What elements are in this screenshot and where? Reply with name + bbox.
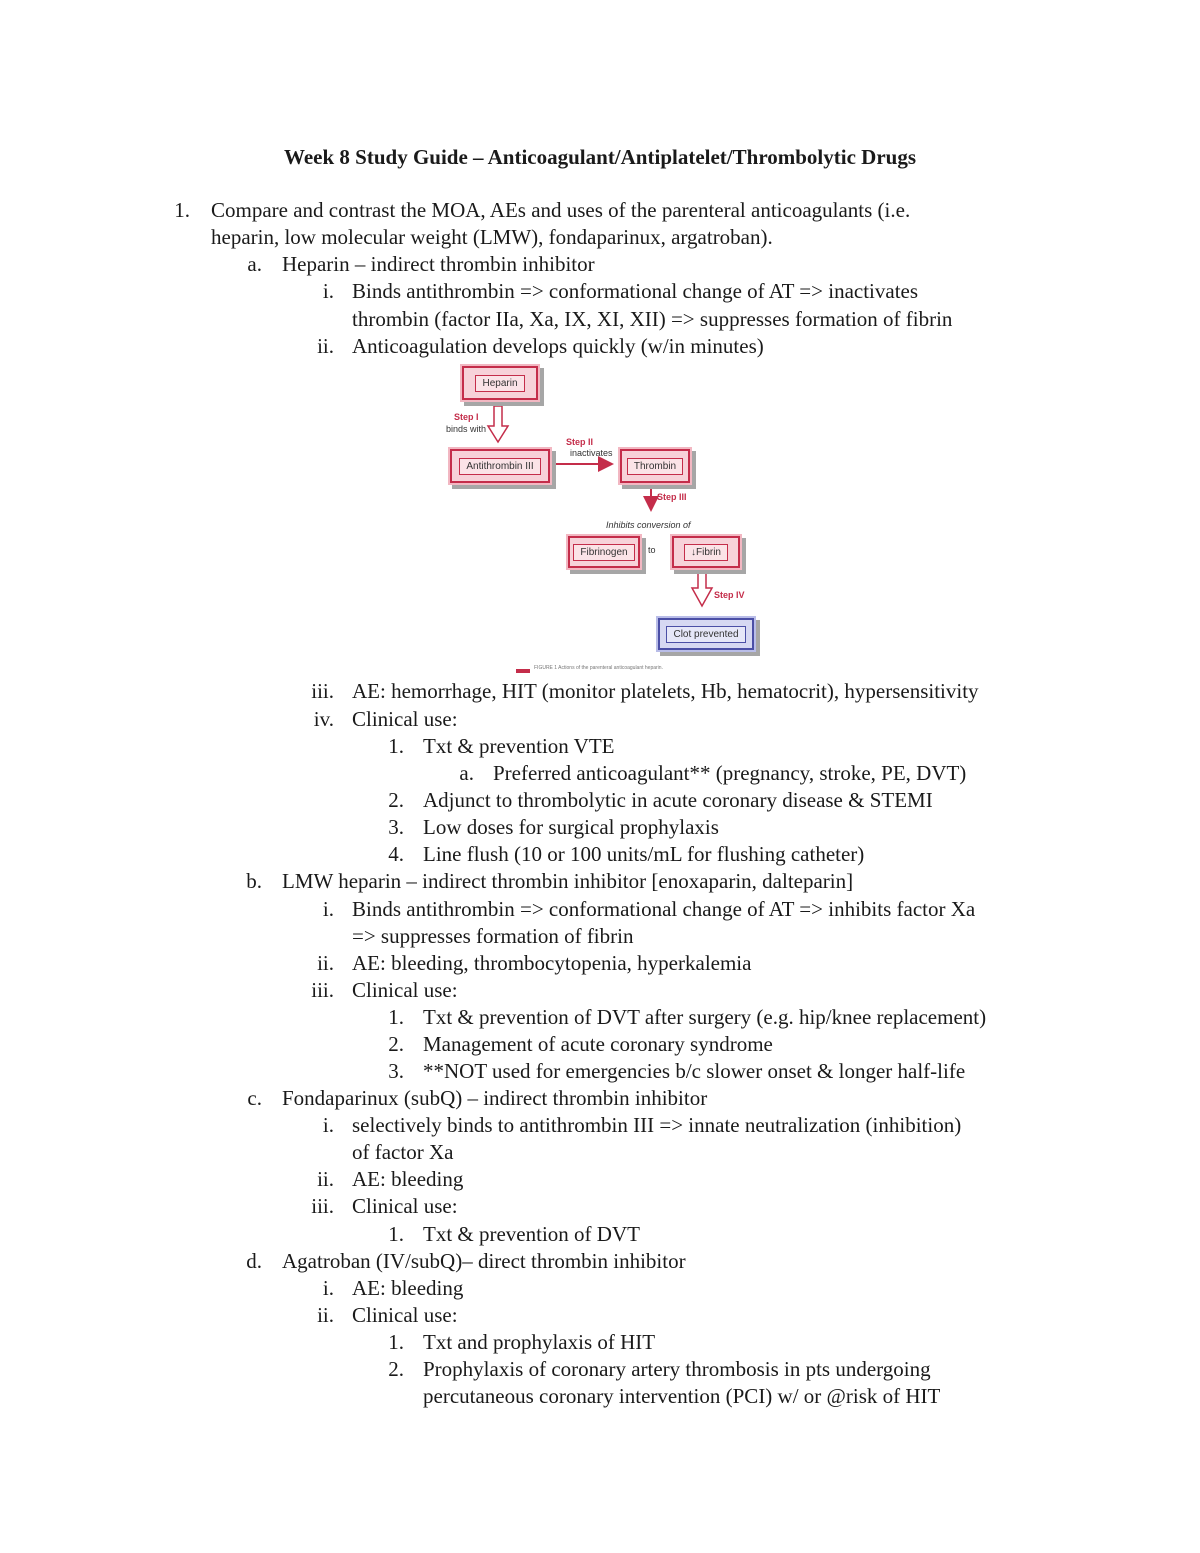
item-c-iii-marker: iii. xyxy=(311,1194,334,1218)
heparin-label: Heparin xyxy=(475,375,524,392)
item-b-iii-2-text: Management of acute coronary syndrome xyxy=(423,1032,773,1056)
clot-prevented-label: Clot prevented xyxy=(666,626,745,643)
item-a-iv-1a-marker: a. xyxy=(459,761,474,785)
step3-label: Step III xyxy=(657,492,687,502)
item-c-marker: c. xyxy=(247,1086,262,1110)
item-c-ii-marker: ii. xyxy=(317,1167,334,1191)
item-b-iii-3-text: **NOT used for emergencies b/c slower onset & longer half-life xyxy=(423,1059,966,1083)
step3-text: Inhibits conversion of xyxy=(606,520,691,530)
item-c-heading: Fondaparinux (subQ) – indirect thrombin inhibitor xyxy=(282,1086,708,1110)
item-b-ii-text: AE: bleeding, thrombocytopenia, hyperkalemia xyxy=(352,951,752,975)
q1-line-2: heparin, low molecular weight (LMW), fondaparinux, argatroban). xyxy=(211,225,773,249)
antithrombin-box xyxy=(450,449,550,483)
heparin-action-diagram xyxy=(440,360,770,680)
item-c-iii-text: Clinical use: xyxy=(352,1194,458,1218)
item-d-ii-2-line-1: Prophylaxis of coronary artery thrombosis in pts undergoing xyxy=(423,1357,931,1381)
antithrombin-label: Antithrombin III xyxy=(459,458,540,475)
item-a-iv-2-text: Adjunct to thrombolytic in acute coronary disease & STEMI xyxy=(423,788,933,812)
item-d-ii-1-text: Txt and prophylaxis of HIT xyxy=(423,1330,656,1354)
thrombin-label: Thrombin xyxy=(627,458,683,475)
item-a-iv-1-marker: 1. xyxy=(388,734,404,758)
fibrin-box xyxy=(672,536,740,568)
item-b-heading: LMW heparin – indirect thrombin inhibitor [enoxaparin, dalteparin] xyxy=(282,869,854,893)
item-a-iv-3-marker: 3. xyxy=(388,815,404,839)
item-a-marker: a. xyxy=(247,252,262,276)
item-a-i-line-2: thrombin (factor IIa, Xa, IX, XI, XII) => suppresses formation of fibrin xyxy=(352,307,953,331)
caption-marker xyxy=(516,669,530,673)
item-a-iv-3-text: Low doses for surgical prophylaxis xyxy=(423,815,719,839)
item-c-i-line-2: of factor Xa xyxy=(352,1140,454,1164)
item-d-i-marker: i. xyxy=(322,1276,334,1300)
item-a-iv-marker: iv. xyxy=(313,707,334,731)
item-a-iv-text: Clinical use: xyxy=(352,707,458,731)
item-a-iv-1a-text: Preferred anticoagulant** (pregnancy, stroke, PE, DVT) xyxy=(493,761,967,785)
q1-marker: 1. xyxy=(174,198,190,222)
item-d-ii-2-marker: 2. xyxy=(388,1357,404,1381)
item-d-ii-marker: ii. xyxy=(317,1303,334,1327)
item-c-i-marker: i. xyxy=(322,1113,334,1137)
item-b-iii-2-marker: 2. xyxy=(388,1032,404,1056)
item-a-iii-text: AE: hemorrhage, HIT (monitor platelets, Hb, hematocrit), hypersensitivity xyxy=(352,679,979,703)
item-a-iv-4-marker: 4. xyxy=(388,842,404,866)
item-b-iii-1-text: Txt & prevention of DVT after surgery (e.g. hip/knee replacement) xyxy=(423,1005,987,1029)
step1-arrow xyxy=(488,406,508,442)
step4-arrow xyxy=(692,568,712,606)
heparin-box xyxy=(462,366,538,400)
item-b-iii-3-marker: 3. xyxy=(388,1059,404,1083)
item-a-ii-marker: ii. xyxy=(317,334,334,358)
item-d-i-text: AE: bleeding xyxy=(352,1276,464,1300)
item-b-i-line-2: => suppresses formation of fibrin xyxy=(352,924,634,948)
item-a-iii-marker: iii. xyxy=(311,679,334,703)
item-c-iii-1-marker: 1. xyxy=(388,1222,404,1246)
item-a-i-line-1: Binds antithrombin => conformational change of AT => inactivates xyxy=(352,279,919,303)
item-d-heading: Agatroban (IV/subQ)– direct thrombin inhibitor xyxy=(282,1249,686,1273)
item-c-iii-1-text: Txt & prevention of DVT xyxy=(423,1222,640,1246)
item-a-i-marker: i. xyxy=(322,279,334,303)
step1-text: binds with xyxy=(446,424,487,434)
item-d-ii-1-marker: 1. xyxy=(388,1330,404,1354)
step2-label: Step II xyxy=(566,437,594,447)
item-d-ii-text: Clinical use: xyxy=(352,1303,458,1327)
item-c-i-line-1: selectively binds to antithrombin III => innate neutralization (inhibition) xyxy=(352,1113,962,1137)
item-d-ii-2-line-2: percutaneous coronary intervention (PCI) w/ or @risk of HIT xyxy=(423,1384,941,1408)
step4-label: Step IV xyxy=(714,590,745,600)
item-a-ii-text: Anticoagulation develops quickly (w/in minutes) xyxy=(352,334,764,358)
fibrinogen-box xyxy=(568,536,640,568)
item-d-marker: d. xyxy=(246,1249,262,1273)
clot-prevented-box xyxy=(658,618,754,650)
item-b-ii-marker: ii. xyxy=(317,951,334,975)
thrombin-box xyxy=(620,449,690,483)
item-a-iv-4-text: Line flush (10 or 100 units/mL for flushing catheter) xyxy=(423,842,865,866)
page-title: Week 8 Study Guide – Anticoagulant/Antiplatelet/Thrombolytic Drugs xyxy=(284,145,916,169)
item-c-ii-text: AE: bleeding xyxy=(352,1167,464,1191)
q1-line-1: Compare and contrast the MOA, AEs and uses of the parenteral anticoagulants (i.e. xyxy=(211,198,911,222)
item-b-iii-marker: iii. xyxy=(311,978,334,1002)
item-b-marker: b. xyxy=(246,869,262,893)
diagram-caption: FIGURE 1 Actions of the parenteral anticoagulant heparin. xyxy=(534,665,663,671)
fibrinogen-label: Fibrinogen xyxy=(573,544,634,561)
item-b-i-line-1: Binds antithrombin => conformational change of AT => inhibits factor Xa xyxy=(352,897,976,921)
item-a-iv-1-text: Txt & prevention VTE xyxy=(423,734,615,758)
step2-text: inactivates xyxy=(570,448,613,458)
item-b-iii-text: Clinical use: xyxy=(352,978,458,1002)
item-b-iii-1-marker: 1. xyxy=(388,1005,404,1029)
item-a-iv-2-marker: 2. xyxy=(388,788,404,812)
item-a-heading: Heparin – indirect thrombin inhibitor xyxy=(282,252,595,276)
to-label: to xyxy=(648,545,656,555)
step1-label: Step I xyxy=(454,412,479,422)
fibrin-label: ↓Fibrin xyxy=(684,544,728,561)
item-b-i-marker: i. xyxy=(322,897,334,921)
